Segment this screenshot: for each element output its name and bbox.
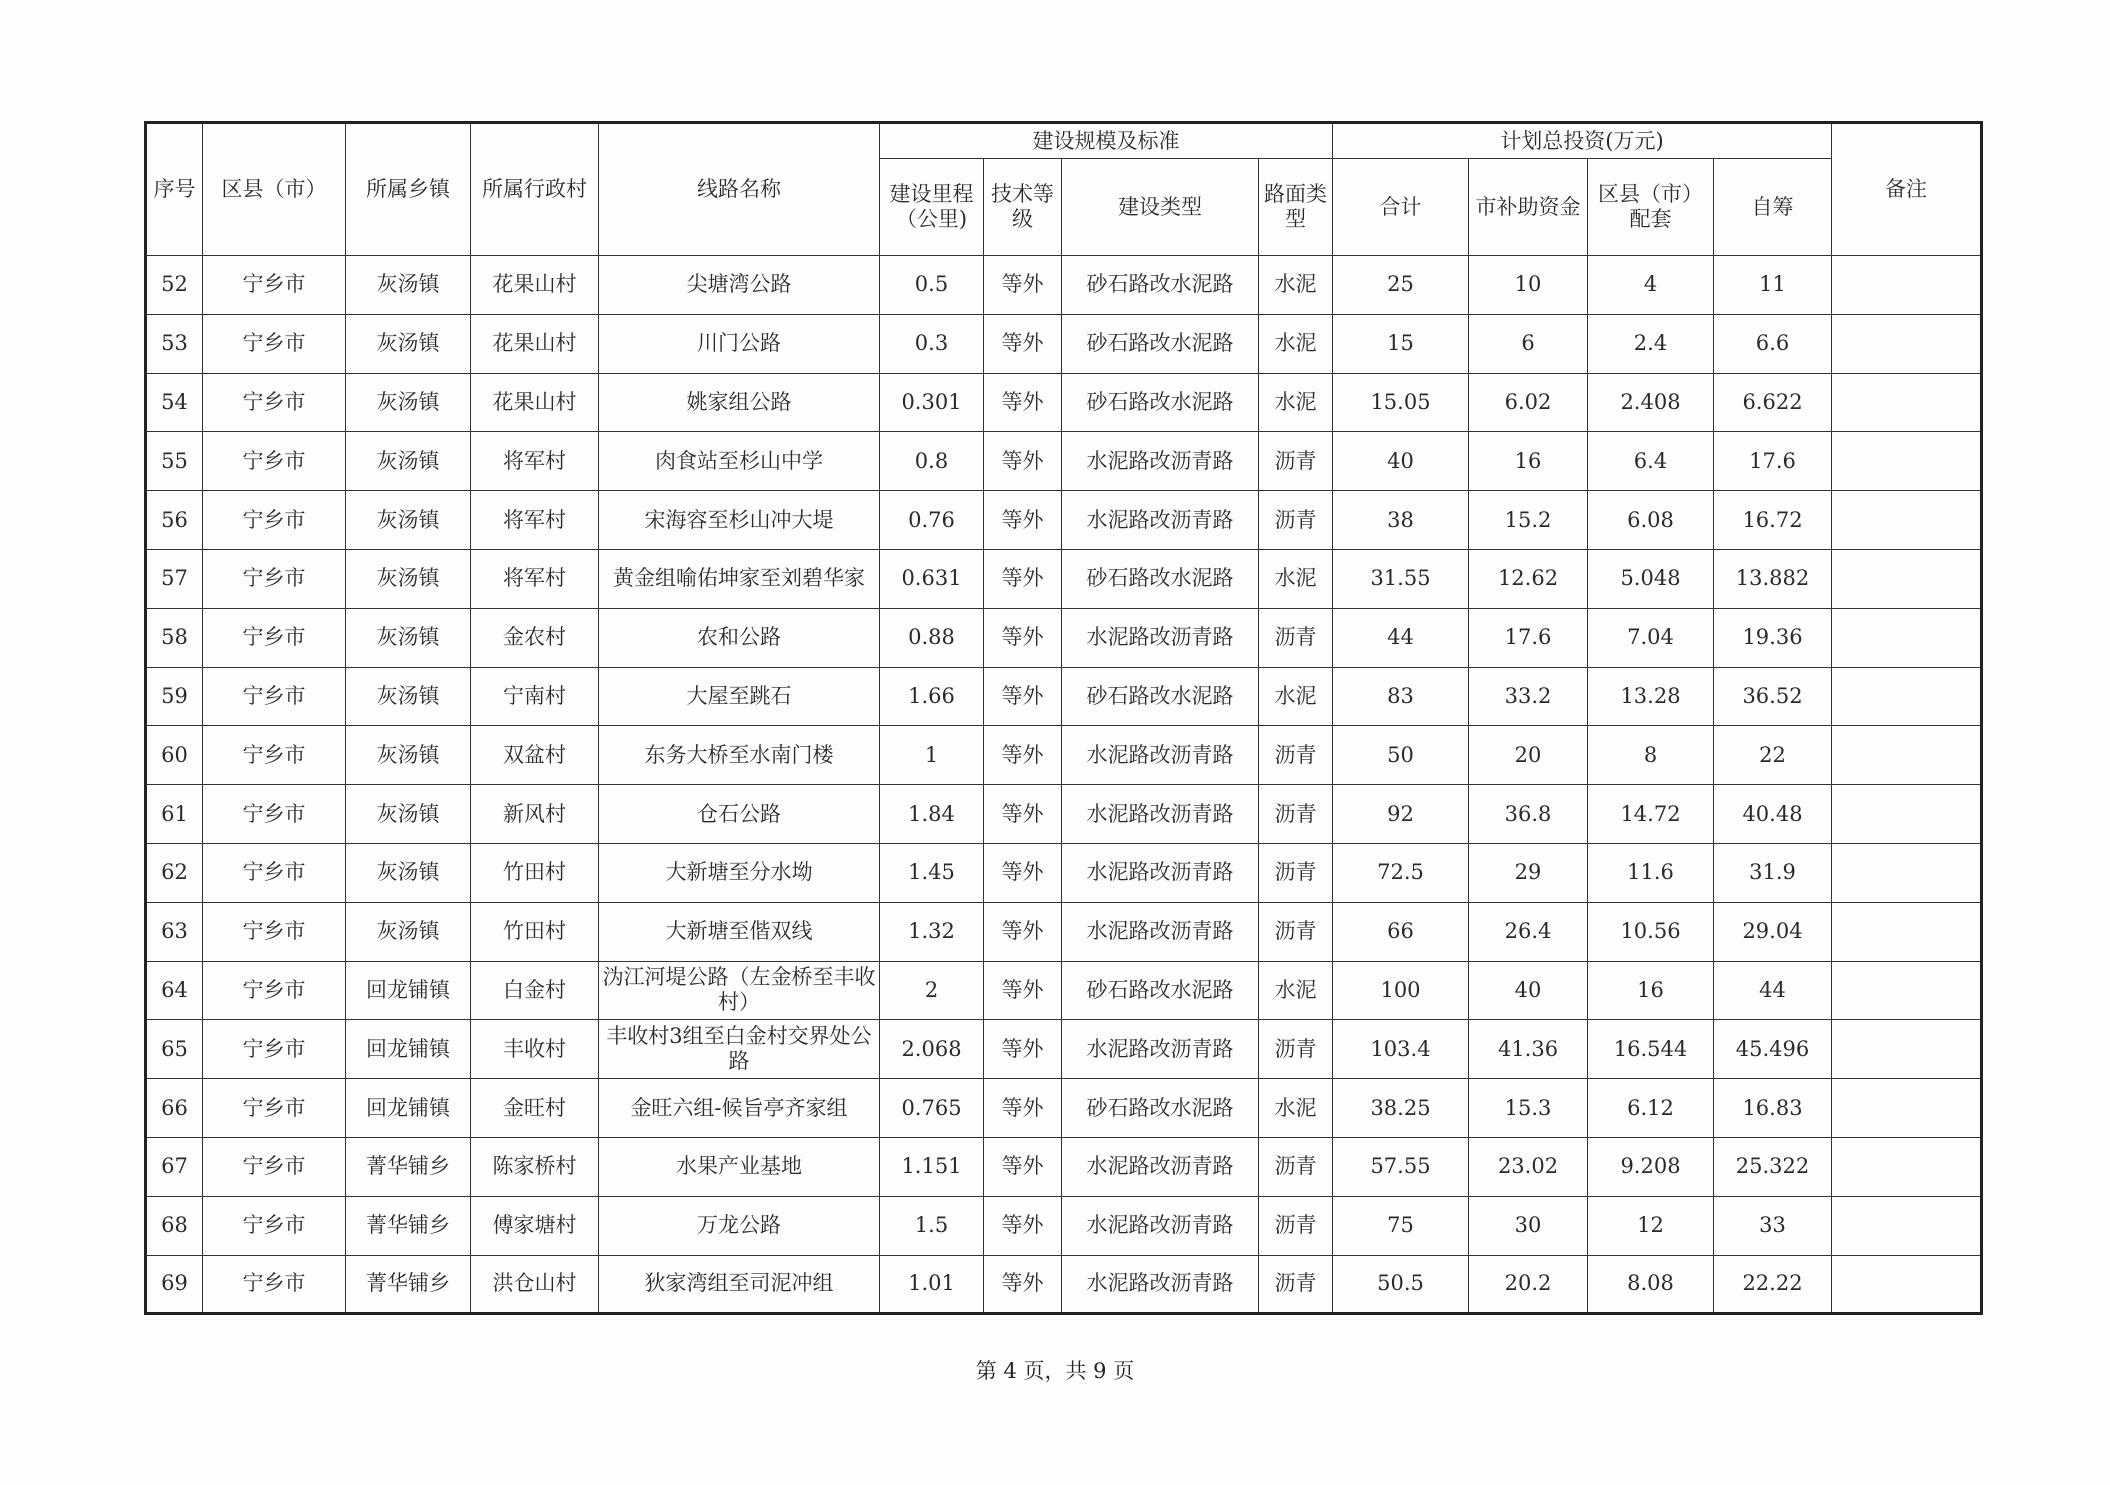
header-village: 所属行政村 bbox=[471, 123, 599, 256]
cell-remark bbox=[1832, 785, 1982, 844]
cell-village: 傅家塘村 bbox=[471, 1196, 599, 1255]
cell-county: 宁乡市 bbox=[203, 314, 346, 373]
cell-town: 灰汤镇 bbox=[346, 549, 471, 608]
cell-self: 25.322 bbox=[1714, 1137, 1832, 1196]
cell-total: 44 bbox=[1333, 608, 1469, 667]
cell-grade: 等外 bbox=[984, 1020, 1062, 1079]
cell-remark bbox=[1832, 961, 1982, 1020]
header-build-type: 建设类型 bbox=[1062, 159, 1259, 256]
cell-length: 1.45 bbox=[880, 843, 984, 902]
cell-match: 9.208 bbox=[1588, 1137, 1714, 1196]
cell-build-type: 水泥路改沥青路 bbox=[1062, 902, 1259, 961]
cell-village: 白金村 bbox=[471, 961, 599, 1020]
header-city-subsidy: 市补助资金 bbox=[1469, 159, 1588, 256]
cell-city: 20 bbox=[1469, 726, 1588, 785]
cell-route: 丰收村3组至白金村交界处公路 bbox=[599, 1020, 880, 1079]
cell-surface: 沥青 bbox=[1259, 1255, 1333, 1314]
table-row bbox=[146, 608, 1982, 667]
cell-seq: 55 bbox=[146, 432, 203, 491]
table-row bbox=[146, 785, 1982, 844]
cell-town: 灰汤镇 bbox=[346, 608, 471, 667]
cell-build-type: 水泥路改沥青路 bbox=[1062, 608, 1259, 667]
cell-remark bbox=[1832, 256, 1982, 315]
cell-self: 44 bbox=[1714, 961, 1832, 1020]
cell-build-type: 砂石路改水泥路 bbox=[1062, 667, 1259, 726]
cell-remark bbox=[1832, 549, 1982, 608]
cell-route: 东务大桥至水南门楼 bbox=[599, 726, 880, 785]
cell-grade: 等外 bbox=[984, 1137, 1062, 1196]
cell-route: 农和公路 bbox=[599, 608, 880, 667]
cell-surface: 水泥 bbox=[1259, 1079, 1333, 1138]
table-row bbox=[146, 1196, 1982, 1255]
cell-seq: 59 bbox=[146, 667, 203, 726]
cell-route: 仓石公路 bbox=[599, 785, 880, 844]
cell-village: 竹田村 bbox=[471, 843, 599, 902]
cell-surface: 沥青 bbox=[1259, 608, 1333, 667]
cell-seq: 65 bbox=[146, 1020, 203, 1079]
cell-surface: 沥青 bbox=[1259, 785, 1333, 844]
cell-city: 6.02 bbox=[1469, 373, 1588, 432]
cell-town: 灰汤镇 bbox=[346, 726, 471, 785]
cell-length: 0.301 bbox=[880, 373, 984, 432]
cell-village: 竹田村 bbox=[471, 902, 599, 961]
cell-length: 0.8 bbox=[880, 432, 984, 491]
cell-town: 灰汤镇 bbox=[346, 491, 471, 550]
cell-self: 13.882 bbox=[1714, 549, 1832, 608]
cell-town: 菁华铺乡 bbox=[346, 1255, 471, 1314]
table-row bbox=[146, 373, 1982, 432]
cell-route: 宋海容至杉山冲大堤 bbox=[599, 491, 880, 550]
cell-grade: 等外 bbox=[984, 373, 1062, 432]
cell-surface: 沥青 bbox=[1259, 843, 1333, 902]
cell-county: 宁乡市 bbox=[203, 1196, 346, 1255]
cell-village: 花果山村 bbox=[471, 256, 599, 315]
cell-county: 宁乡市 bbox=[203, 608, 346, 667]
cell-length: 2.068 bbox=[880, 1020, 984, 1079]
cell-village: 洪仓山村 bbox=[471, 1255, 599, 1314]
header-county: 区县（市） bbox=[203, 123, 346, 256]
cell-route: 肉食站至杉山中学 bbox=[599, 432, 880, 491]
cell-town: 回龙铺镇 bbox=[346, 961, 471, 1020]
cell-seq: 54 bbox=[146, 373, 203, 432]
cell-seq: 69 bbox=[146, 1255, 203, 1314]
cell-length: 1.5 bbox=[880, 1196, 984, 1255]
cell-village: 花果山村 bbox=[471, 314, 599, 373]
cell-village: 金农村 bbox=[471, 608, 599, 667]
cell-county: 宁乡市 bbox=[203, 667, 346, 726]
cell-city: 23.02 bbox=[1469, 1137, 1588, 1196]
table-body bbox=[146, 256, 1982, 1314]
cell-county: 宁乡市 bbox=[203, 1255, 346, 1314]
cell-county: 宁乡市 bbox=[203, 432, 346, 491]
cell-match: 12 bbox=[1588, 1196, 1714, 1255]
cell-self: 36.52 bbox=[1714, 667, 1832, 726]
cell-remark bbox=[1832, 1137, 1982, 1196]
cell-self: 31.9 bbox=[1714, 843, 1832, 902]
header-county-match: 区县（市）配套 bbox=[1588, 159, 1714, 256]
cell-city: 26.4 bbox=[1469, 902, 1588, 961]
cell-route: 川门公路 bbox=[599, 314, 880, 373]
cell-county: 宁乡市 bbox=[203, 961, 346, 1020]
table-row bbox=[146, 549, 1982, 608]
cell-surface: 水泥 bbox=[1259, 314, 1333, 373]
cell-city: 16 bbox=[1469, 432, 1588, 491]
cell-total: 83 bbox=[1333, 667, 1469, 726]
cell-route: 黄金组喻佑坤家至刘碧华家 bbox=[599, 549, 880, 608]
cell-total: 50.5 bbox=[1333, 1255, 1469, 1314]
header-group-scale: 建设规模及标准 bbox=[880, 123, 1333, 159]
cell-grade: 等外 bbox=[984, 961, 1062, 1020]
cell-match: 6.08 bbox=[1588, 491, 1714, 550]
cell-town: 灰汤镇 bbox=[346, 902, 471, 961]
cell-town: 菁华铺乡 bbox=[346, 1196, 471, 1255]
cell-city: 29 bbox=[1469, 843, 1588, 902]
cell-route: 万龙公路 bbox=[599, 1196, 880, 1255]
cell-seq: 53 bbox=[146, 314, 203, 373]
cell-build-type: 砂石路改水泥路 bbox=[1062, 314, 1259, 373]
cell-total: 66 bbox=[1333, 902, 1469, 961]
cell-route: 狄家湾组至司泥冲组 bbox=[599, 1255, 880, 1314]
cell-length: 0.765 bbox=[880, 1079, 984, 1138]
cell-route: 水果产业基地 bbox=[599, 1137, 880, 1196]
table-row bbox=[146, 1137, 1982, 1196]
cell-length: 1 bbox=[880, 726, 984, 785]
table-row bbox=[146, 902, 1982, 961]
cell-town: 灰汤镇 bbox=[346, 843, 471, 902]
cell-seq: 57 bbox=[146, 549, 203, 608]
cell-length: 0.5 bbox=[880, 256, 984, 315]
header-length: 建设里程（公里) bbox=[880, 159, 984, 256]
cell-seq: 58 bbox=[146, 608, 203, 667]
cell-build-type: 水泥路改沥青路 bbox=[1062, 726, 1259, 785]
cell-county: 宁乡市 bbox=[203, 549, 346, 608]
cell-village: 将军村 bbox=[471, 549, 599, 608]
cell-county: 宁乡市 bbox=[203, 902, 346, 961]
cell-route: 大新塘至分水坳 bbox=[599, 843, 880, 902]
cell-match: 2.4 bbox=[1588, 314, 1714, 373]
cell-county: 宁乡市 bbox=[203, 726, 346, 785]
cell-county: 宁乡市 bbox=[203, 256, 346, 315]
cell-build-type: 砂石路改水泥路 bbox=[1062, 961, 1259, 1020]
cell-match: 7.04 bbox=[1588, 608, 1714, 667]
cell-total: 103.4 bbox=[1333, 1020, 1469, 1079]
cell-length: 0.3 bbox=[880, 314, 984, 373]
cell-remark bbox=[1832, 1020, 1982, 1079]
cell-village: 将军村 bbox=[471, 432, 599, 491]
cell-county: 宁乡市 bbox=[203, 785, 346, 844]
cell-village: 丰收村 bbox=[471, 1020, 599, 1079]
cell-grade: 等外 bbox=[984, 491, 1062, 550]
cell-self: 6.622 bbox=[1714, 373, 1832, 432]
cell-grade: 等外 bbox=[984, 256, 1062, 315]
cell-total: 75 bbox=[1333, 1196, 1469, 1255]
cell-seq: 63 bbox=[146, 902, 203, 961]
cell-town: 灰汤镇 bbox=[346, 314, 471, 373]
cell-town: 灰汤镇 bbox=[346, 432, 471, 491]
cell-village: 花果山村 bbox=[471, 373, 599, 432]
cell-self: 19.36 bbox=[1714, 608, 1832, 667]
cell-length: 1.32 bbox=[880, 902, 984, 961]
header-grade: 技术等级 bbox=[984, 159, 1062, 256]
cell-build-type: 水泥路改沥青路 bbox=[1062, 785, 1259, 844]
cell-match: 11.6 bbox=[1588, 843, 1714, 902]
cell-self: 16.83 bbox=[1714, 1079, 1832, 1138]
cell-surface: 沥青 bbox=[1259, 1137, 1333, 1196]
cell-city: 20.2 bbox=[1469, 1255, 1588, 1314]
table-row bbox=[146, 1255, 1982, 1314]
header-total: 合计 bbox=[1333, 159, 1469, 256]
cell-self: 11 bbox=[1714, 256, 1832, 315]
header-route: 线路名称 bbox=[599, 123, 880, 256]
cell-remark bbox=[1832, 726, 1982, 785]
header-group-invest: 计划总投资(万元) bbox=[1333, 123, 1832, 159]
header-surface: 路面类型 bbox=[1259, 159, 1333, 256]
cell-match: 6.4 bbox=[1588, 432, 1714, 491]
cell-build-type: 砂石路改水泥路 bbox=[1062, 373, 1259, 432]
cell-county: 宁乡市 bbox=[203, 373, 346, 432]
cell-total: 100 bbox=[1333, 961, 1469, 1020]
cell-town: 灰汤镇 bbox=[346, 785, 471, 844]
cell-build-type: 砂石路改水泥路 bbox=[1062, 549, 1259, 608]
cell-length: 1.66 bbox=[880, 667, 984, 726]
cell-surface: 沥青 bbox=[1259, 726, 1333, 785]
cell-total: 15 bbox=[1333, 314, 1469, 373]
cell-city: 10 bbox=[1469, 256, 1588, 315]
cell-city: 17.6 bbox=[1469, 608, 1588, 667]
cell-length: 1.151 bbox=[880, 1137, 984, 1196]
table-row bbox=[146, 961, 1982, 1020]
table-row bbox=[146, 667, 1982, 726]
cell-match: 16 bbox=[1588, 961, 1714, 1020]
cell-surface: 沥青 bbox=[1259, 1196, 1333, 1255]
cell-surface: 水泥 bbox=[1259, 549, 1333, 608]
cell-total: 31.55 bbox=[1333, 549, 1469, 608]
cell-self: 6.6 bbox=[1714, 314, 1832, 373]
cell-town: 灰汤镇 bbox=[346, 256, 471, 315]
cell-remark bbox=[1832, 491, 1982, 550]
cell-length: 0.88 bbox=[880, 608, 984, 667]
cell-grade: 等外 bbox=[984, 432, 1062, 491]
cell-build-type: 水泥路改沥青路 bbox=[1062, 1137, 1259, 1196]
cell-remark bbox=[1832, 1079, 1982, 1138]
table-row bbox=[146, 843, 1982, 902]
cell-match: 5.048 bbox=[1588, 549, 1714, 608]
cell-total: 57.55 bbox=[1333, 1137, 1469, 1196]
header-town: 所属乡镇 bbox=[346, 123, 471, 256]
cell-total: 15.05 bbox=[1333, 373, 1469, 432]
cell-match: 4 bbox=[1588, 256, 1714, 315]
cell-total: 72.5 bbox=[1333, 843, 1469, 902]
cell-grade: 等外 bbox=[984, 1079, 1062, 1138]
cell-seq: 56 bbox=[146, 491, 203, 550]
cell-route: 大新塘至偕双线 bbox=[599, 902, 880, 961]
cell-self: 22 bbox=[1714, 726, 1832, 785]
cell-grade: 等外 bbox=[984, 1196, 1062, 1255]
cell-total: 38.25 bbox=[1333, 1079, 1469, 1138]
cell-remark bbox=[1832, 608, 1982, 667]
table-header bbox=[146, 123, 1982, 256]
cell-city: 30 bbox=[1469, 1196, 1588, 1255]
cell-city: 41.36 bbox=[1469, 1020, 1588, 1079]
cell-city: 12.62 bbox=[1469, 549, 1588, 608]
cell-remark bbox=[1832, 902, 1982, 961]
cell-self: 22.22 bbox=[1714, 1255, 1832, 1314]
cell-length: 1.84 bbox=[880, 785, 984, 844]
cell-city: 15.2 bbox=[1469, 491, 1588, 550]
cell-village: 双盆村 bbox=[471, 726, 599, 785]
cell-county: 宁乡市 bbox=[203, 1079, 346, 1138]
cell-county: 宁乡市 bbox=[203, 1020, 346, 1079]
table-row bbox=[146, 1020, 1982, 1079]
cell-remark bbox=[1832, 432, 1982, 491]
cell-village: 新风村 bbox=[471, 785, 599, 844]
cell-match: 6.12 bbox=[1588, 1079, 1714, 1138]
cell-total: 38 bbox=[1333, 491, 1469, 550]
cell-county: 宁乡市 bbox=[203, 1137, 346, 1196]
road-project-table bbox=[144, 121, 1983, 1315]
cell-surface: 水泥 bbox=[1259, 373, 1333, 432]
cell-city: 33.2 bbox=[1469, 667, 1588, 726]
header-self-raised: 自筹 bbox=[1714, 159, 1832, 256]
cell-self: 29.04 bbox=[1714, 902, 1832, 961]
table-row bbox=[146, 314, 1982, 373]
cell-surface: 沥青 bbox=[1259, 432, 1333, 491]
cell-match: 13.28 bbox=[1588, 667, 1714, 726]
cell-self: 45.496 bbox=[1714, 1020, 1832, 1079]
cell-surface: 沥青 bbox=[1259, 491, 1333, 550]
cell-remark bbox=[1832, 373, 1982, 432]
cell-grade: 等外 bbox=[984, 314, 1062, 373]
table-row bbox=[146, 726, 1982, 785]
table-row bbox=[146, 1079, 1982, 1138]
cell-remark bbox=[1832, 1255, 1982, 1314]
cell-build-type: 水泥路改沥青路 bbox=[1062, 843, 1259, 902]
cell-self: 16.72 bbox=[1714, 491, 1832, 550]
cell-seq: 61 bbox=[146, 785, 203, 844]
table-row bbox=[146, 491, 1982, 550]
cell-route: 姚家组公路 bbox=[599, 373, 880, 432]
cell-grade: 等外 bbox=[984, 608, 1062, 667]
table-row bbox=[146, 432, 1982, 491]
cell-town: 回龙铺镇 bbox=[346, 1079, 471, 1138]
cell-build-type: 砂石路改水泥路 bbox=[1062, 1079, 1259, 1138]
cell-surface: 水泥 bbox=[1259, 667, 1333, 726]
cell-village: 陈家桥村 bbox=[471, 1137, 599, 1196]
cell-grade: 等外 bbox=[984, 843, 1062, 902]
cell-surface: 沥青 bbox=[1259, 902, 1333, 961]
cell-total: 92 bbox=[1333, 785, 1469, 844]
header-remark: 备注 bbox=[1832, 123, 1982, 256]
cell-grade: 等外 bbox=[984, 785, 1062, 844]
cell-match: 16.544 bbox=[1588, 1020, 1714, 1079]
cell-grade: 等外 bbox=[984, 726, 1062, 785]
cell-route: 沩江河堤公路（左金桥至丰收村） bbox=[599, 961, 880, 1020]
cell-seq: 62 bbox=[146, 843, 203, 902]
cell-length: 0.631 bbox=[880, 549, 984, 608]
cell-match: 8.08 bbox=[1588, 1255, 1714, 1314]
cell-match: 8 bbox=[1588, 726, 1714, 785]
cell-total: 50 bbox=[1333, 726, 1469, 785]
cell-county: 宁乡市 bbox=[203, 491, 346, 550]
cell-surface: 水泥 bbox=[1259, 256, 1333, 315]
cell-build-type: 水泥路改沥青路 bbox=[1062, 1020, 1259, 1079]
cell-match: 10.56 bbox=[1588, 902, 1714, 961]
cell-seq: 66 bbox=[146, 1079, 203, 1138]
cell-total: 25 bbox=[1333, 256, 1469, 315]
cell-village: 宁南村 bbox=[471, 667, 599, 726]
cell-length: 2 bbox=[880, 961, 984, 1020]
cell-self: 40.48 bbox=[1714, 785, 1832, 844]
cell-self: 17.6 bbox=[1714, 432, 1832, 491]
cell-city: 36.8 bbox=[1469, 785, 1588, 844]
cell-city: 15.3 bbox=[1469, 1079, 1588, 1138]
cell-match: 14.72 bbox=[1588, 785, 1714, 844]
cell-match: 2.408 bbox=[1588, 373, 1714, 432]
cell-build-type: 水泥路改沥青路 bbox=[1062, 1255, 1259, 1314]
cell-city: 6 bbox=[1469, 314, 1588, 373]
cell-grade: 等外 bbox=[984, 1255, 1062, 1314]
cell-build-type: 砂石路改水泥路 bbox=[1062, 256, 1259, 315]
cell-surface: 水泥 bbox=[1259, 961, 1333, 1020]
cell-remark bbox=[1832, 667, 1982, 726]
cell-length: 1.01 bbox=[880, 1255, 984, 1314]
cell-self: 33 bbox=[1714, 1196, 1832, 1255]
cell-seq: 60 bbox=[146, 726, 203, 785]
cell-seq: 68 bbox=[146, 1196, 203, 1255]
cell-town: 灰汤镇 bbox=[346, 667, 471, 726]
cell-grade: 等外 bbox=[984, 667, 1062, 726]
cell-total: 40 bbox=[1333, 432, 1469, 491]
cell-route: 尖塘湾公路 bbox=[599, 256, 880, 315]
cell-grade: 等外 bbox=[984, 549, 1062, 608]
cell-route: 大屋至跳石 bbox=[599, 667, 880, 726]
cell-seq: 64 bbox=[146, 961, 203, 1020]
cell-village: 将军村 bbox=[471, 491, 599, 550]
cell-grade: 等外 bbox=[984, 902, 1062, 961]
cell-remark bbox=[1832, 314, 1982, 373]
cell-seq: 52 bbox=[146, 256, 203, 315]
cell-route: 金旺六组-候旨亭齐家组 bbox=[599, 1079, 880, 1138]
cell-county: 宁乡市 bbox=[203, 843, 346, 902]
cell-town: 回龙铺镇 bbox=[346, 1020, 471, 1079]
cell-town: 菁华铺乡 bbox=[346, 1137, 471, 1196]
page-number: 第 4 页，共 9 页 bbox=[975, 1359, 1135, 1383]
cell-build-type: 水泥路改沥青路 bbox=[1062, 491, 1259, 550]
cell-remark bbox=[1832, 1196, 1982, 1255]
cell-build-type: 水泥路改沥青路 bbox=[1062, 1196, 1259, 1255]
table-row bbox=[146, 256, 1982, 315]
cell-remark bbox=[1832, 843, 1982, 902]
header-seq: 序号 bbox=[146, 123, 203, 256]
cell-town: 灰汤镇 bbox=[346, 373, 471, 432]
cell-village: 金旺村 bbox=[471, 1079, 599, 1138]
cell-seq: 67 bbox=[146, 1137, 203, 1196]
cell-city: 40 bbox=[1469, 961, 1588, 1020]
cell-build-type: 水泥路改沥青路 bbox=[1062, 432, 1259, 491]
cell-surface: 沥青 bbox=[1259, 1020, 1333, 1079]
cell-length: 0.76 bbox=[880, 491, 984, 550]
